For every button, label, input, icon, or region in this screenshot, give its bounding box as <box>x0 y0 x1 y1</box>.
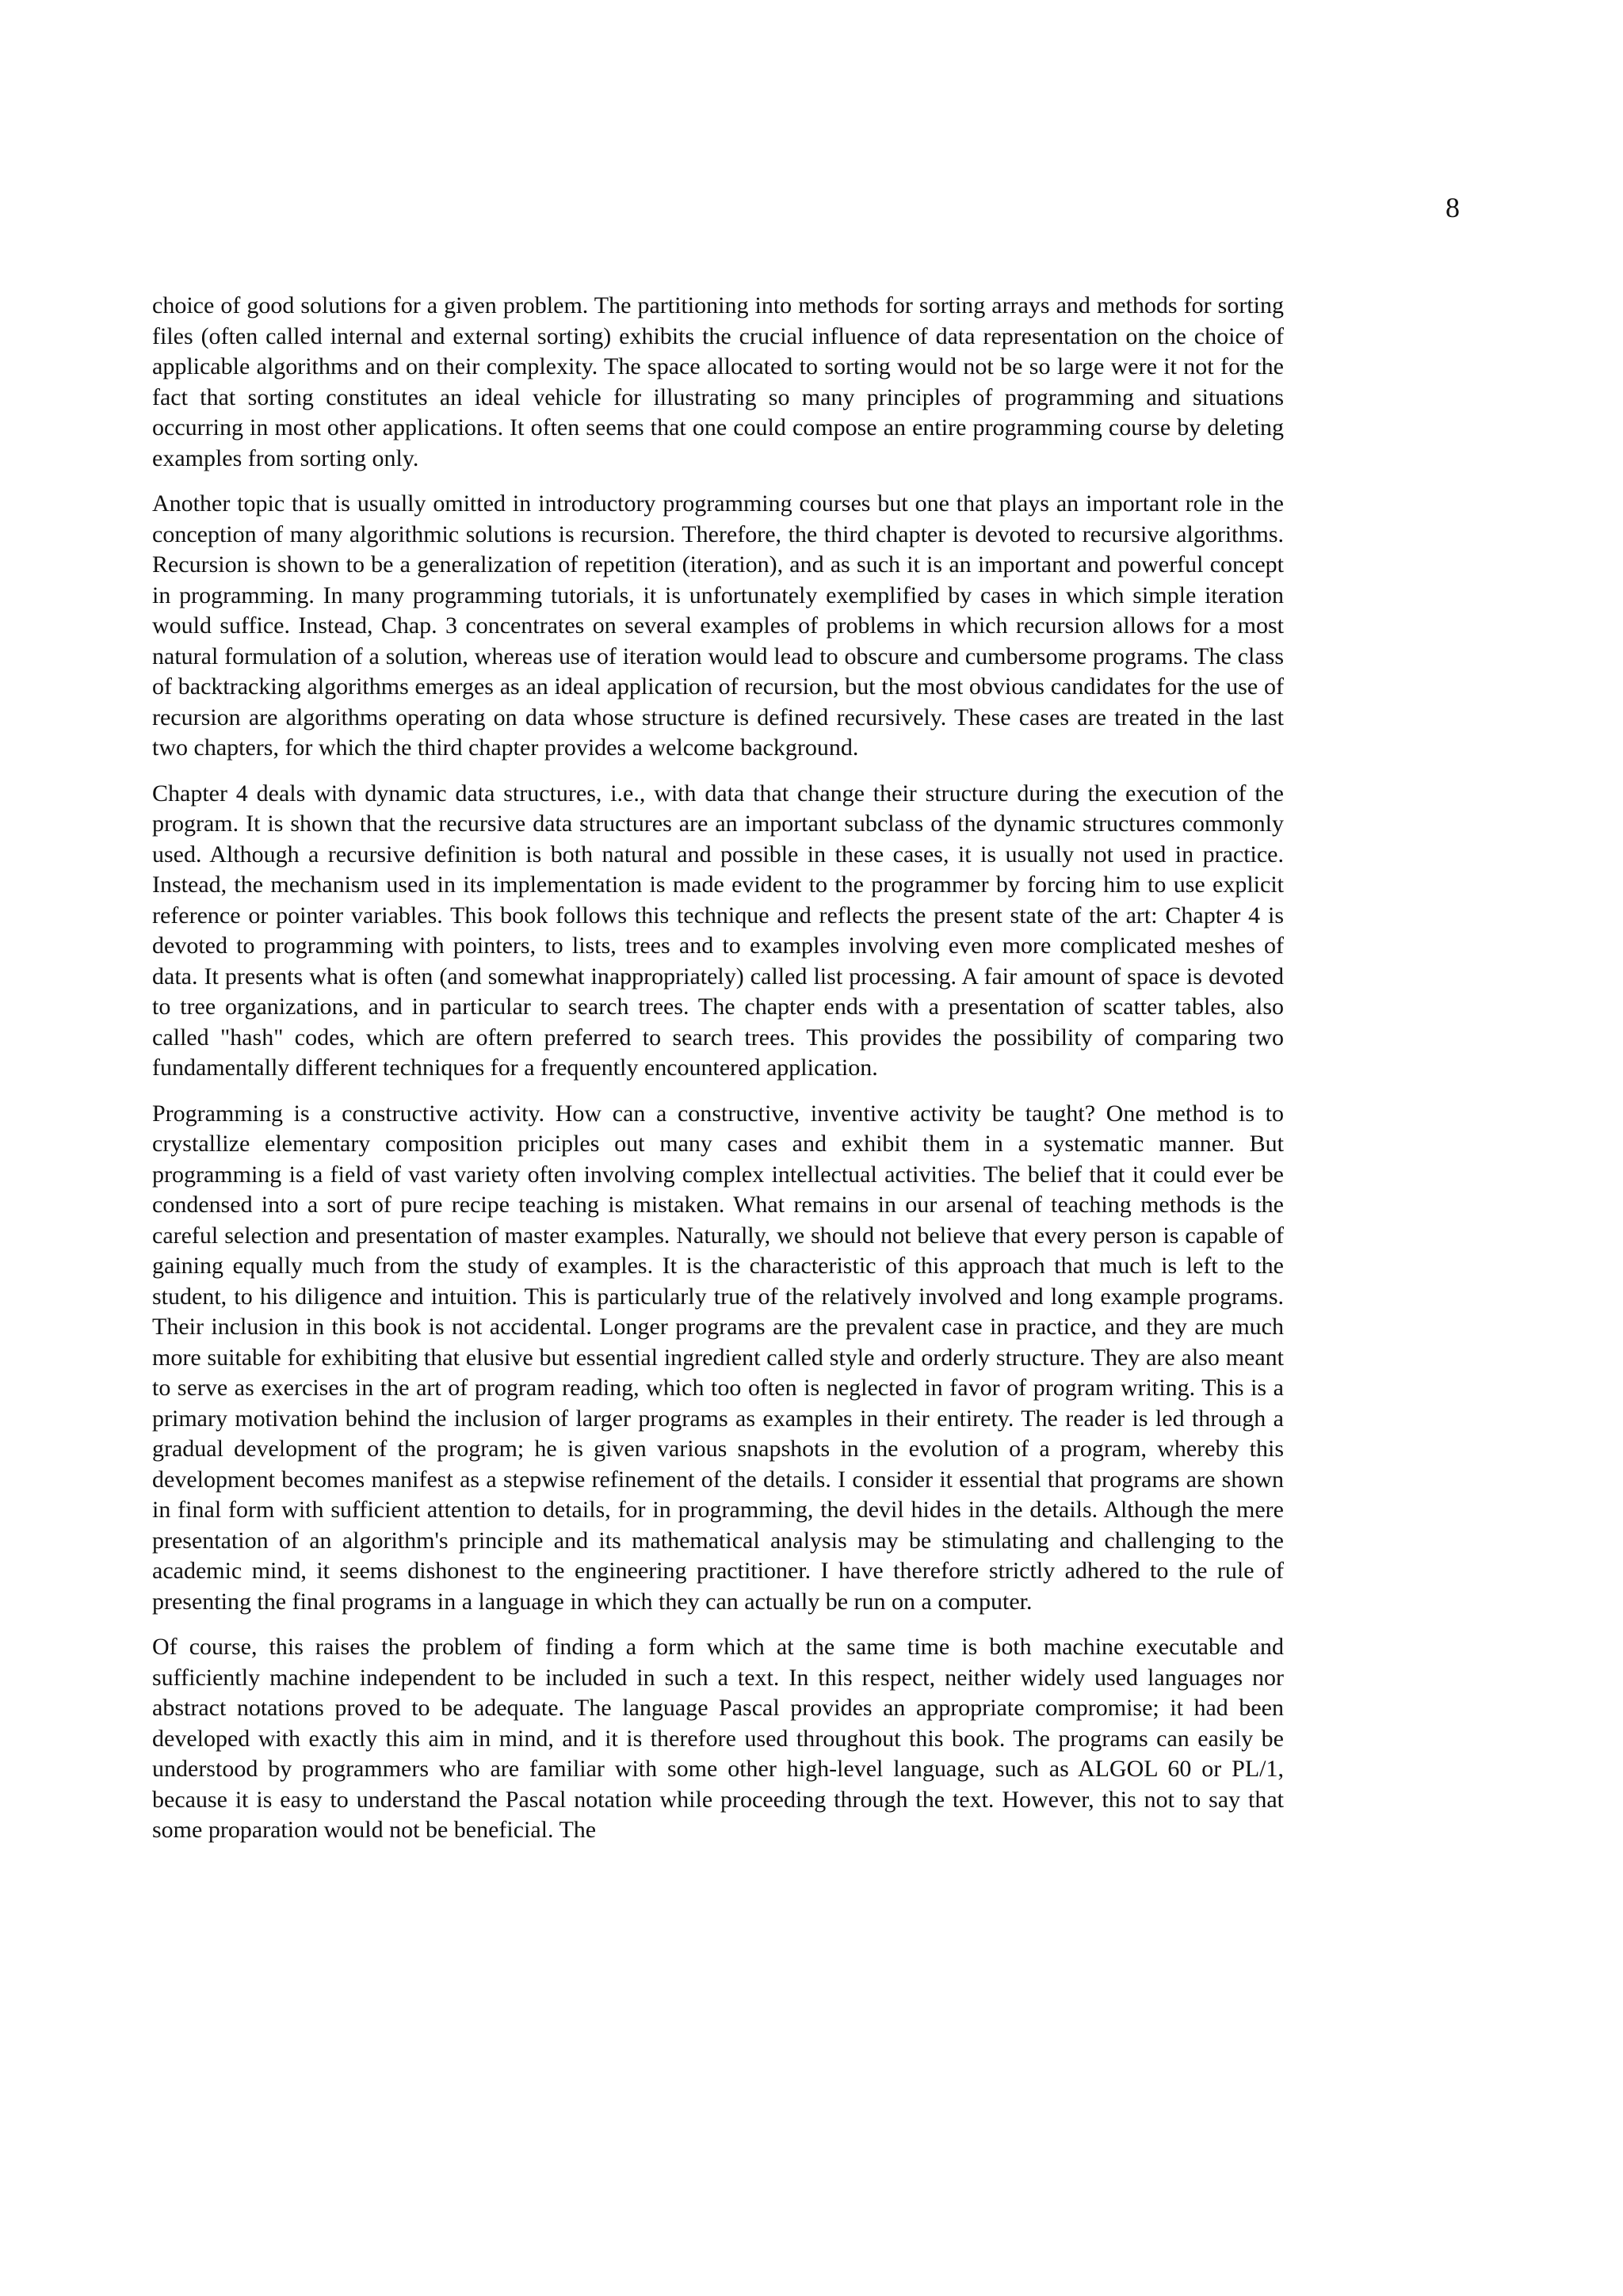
paragraph-teaching-programming: Programming is a constructive activity. How can a constructive, inventive activity be taught? One method is to crystallize elementary composition priciples out many cases and exhibit them in a systematic manner. But programming is a field of vast variety often involving complex intellectual activities. The belief that it could ever be condensed into a sort of pure recipe teaching is mistaken. What remains in our arsenal of teaching methods is the careful selection and presentation of master examples. Naturally, we should not believe that every person is capable of gaining equally much from the study of examples. It is the characteristic of this approach that much is left to the student, to his diligence and intuition. This is particularly true of the relatively involved and long example programs. Their inclusion in this book is not accidental. Longer programs are the prevalent case in practice, and they are much more suitable for exhibiting that elusive but essential ingredient called style and orderly structure. They are also meant to serve as exercises in the art of program reading, which too often is neglected in favor of program writing. This is a primary motivation behind the inclusion of larger programs as examples in their entirety. The reader is led through a gradual development of the program; he is given various snapshots in the evolution of a program, whereby this development becomes manifest as a stepwise refinement of the details. I consider it essential that programs are shown in final form with sufficient attention to details, for in programming, the devil hides in the details. Although the mere presentation of an algorithm's principle and its mathematical analysis may be stimulating and challenging to the academic mind, it seems dishonest to the engineering practitioner. I have therefore strictly adhered to the rule of presenting the final programs in a language in which they can actually be run on a computer. <box>152 1100 1284 1615</box>
body-text <box>152 291 1284 1846</box>
paragraph-recursion: Another topic that is usually omitted in introductory programming courses but one that plays an important role in the conception of many algorithmic solutions is recursion. Therefore, the third chapter is devoted to recursive algorithms. Recursion is shown to be a generalization of repetition (iteration), and as such it is an important and powerful concept in programming. In many programming tutorials, it is unfortunately exemplified by cases in which simple iteration would suffice. Instead, Chap. 3 concentrates on several examples of problems in which recursion allows for a most natural formulation of a solution, whereas use of iteration would lead to obscure and cumbersome programs. The class of backtracking algorithms emerges as an ideal application of recursion, but the most obvious candidates for the use of recursion are algorithms operating on data whose structure is defined recursively. These cases are treated in the last two chapters, for which the third chapter provides a welcome background. <box>152 490 1284 761</box>
paragraph-sorting: choice of good solutions for a given problem. The partitioning into methods for sorting arrays and methods for sorting files (often called internal and external sorting) exhibits the crucial influence of data representation on the choice of applicable algorithms and on their complexity. The space allocated to sorting would not be so large were it not for the fact that sorting constitutes an ideal vehicle for illustrating so many principles of programming and situations occurring in most other applications. It often seems that one could compose an entire programming course by deleting examples from sorting only. <box>152 292 1284 471</box>
paragraph-pascal-language: Of course, this raises the problem of finding a form which at the same time is both machine executable and sufficiently machine independent to be included in such a text. In this respect, neither widely used languages nor abstract notations proved to be adequate. The language Pascal provides an appropriate compromise; it had been developed with exactly this aim in mind, and it is therefore used throughout this book. The programs can easily be understood by programmers who are familiar with some other high-level language, such as ALGOL 60 or PL/1, because it is easy to understand the Pascal notation while proceeding through the text. However, this not to say that some proparation would not be beneficial. The <box>152 1634 1284 1843</box>
paragraph-dynamic-structures: Chapter 4 deals with dynamic data structures, i.e., with data that change their structure during the execution of the program. It is shown that the recursive data structures are an important subclass of the dynamic structures commonly used. Although a recursive definition is both natural and possible in these cases, it is usually not used in practice. Instead, the mechanism used in its implementation is made evident to the programmer by forcing him to use explicit reference or pointer variables. This book follows this technique and reflects the present state of the art: Chapter 4 is devoted to programming with pointers, to lists, trees and to examples involving even more complicated meshes of data. It presents what is often (and somewhat inappropriately) called list processing. A fair amount of space is devoted to tree organizations, and in particular to search trees. The chapter ends with a presentation of scatter tables, also called "hash" codes, which are oftern preferred to search trees. This provides the possibility of comparing two fundamentally different techniques for a frequently encountered application. <box>152 780 1284 1081</box>
page-number: 8 <box>1445 192 1460 223</box>
